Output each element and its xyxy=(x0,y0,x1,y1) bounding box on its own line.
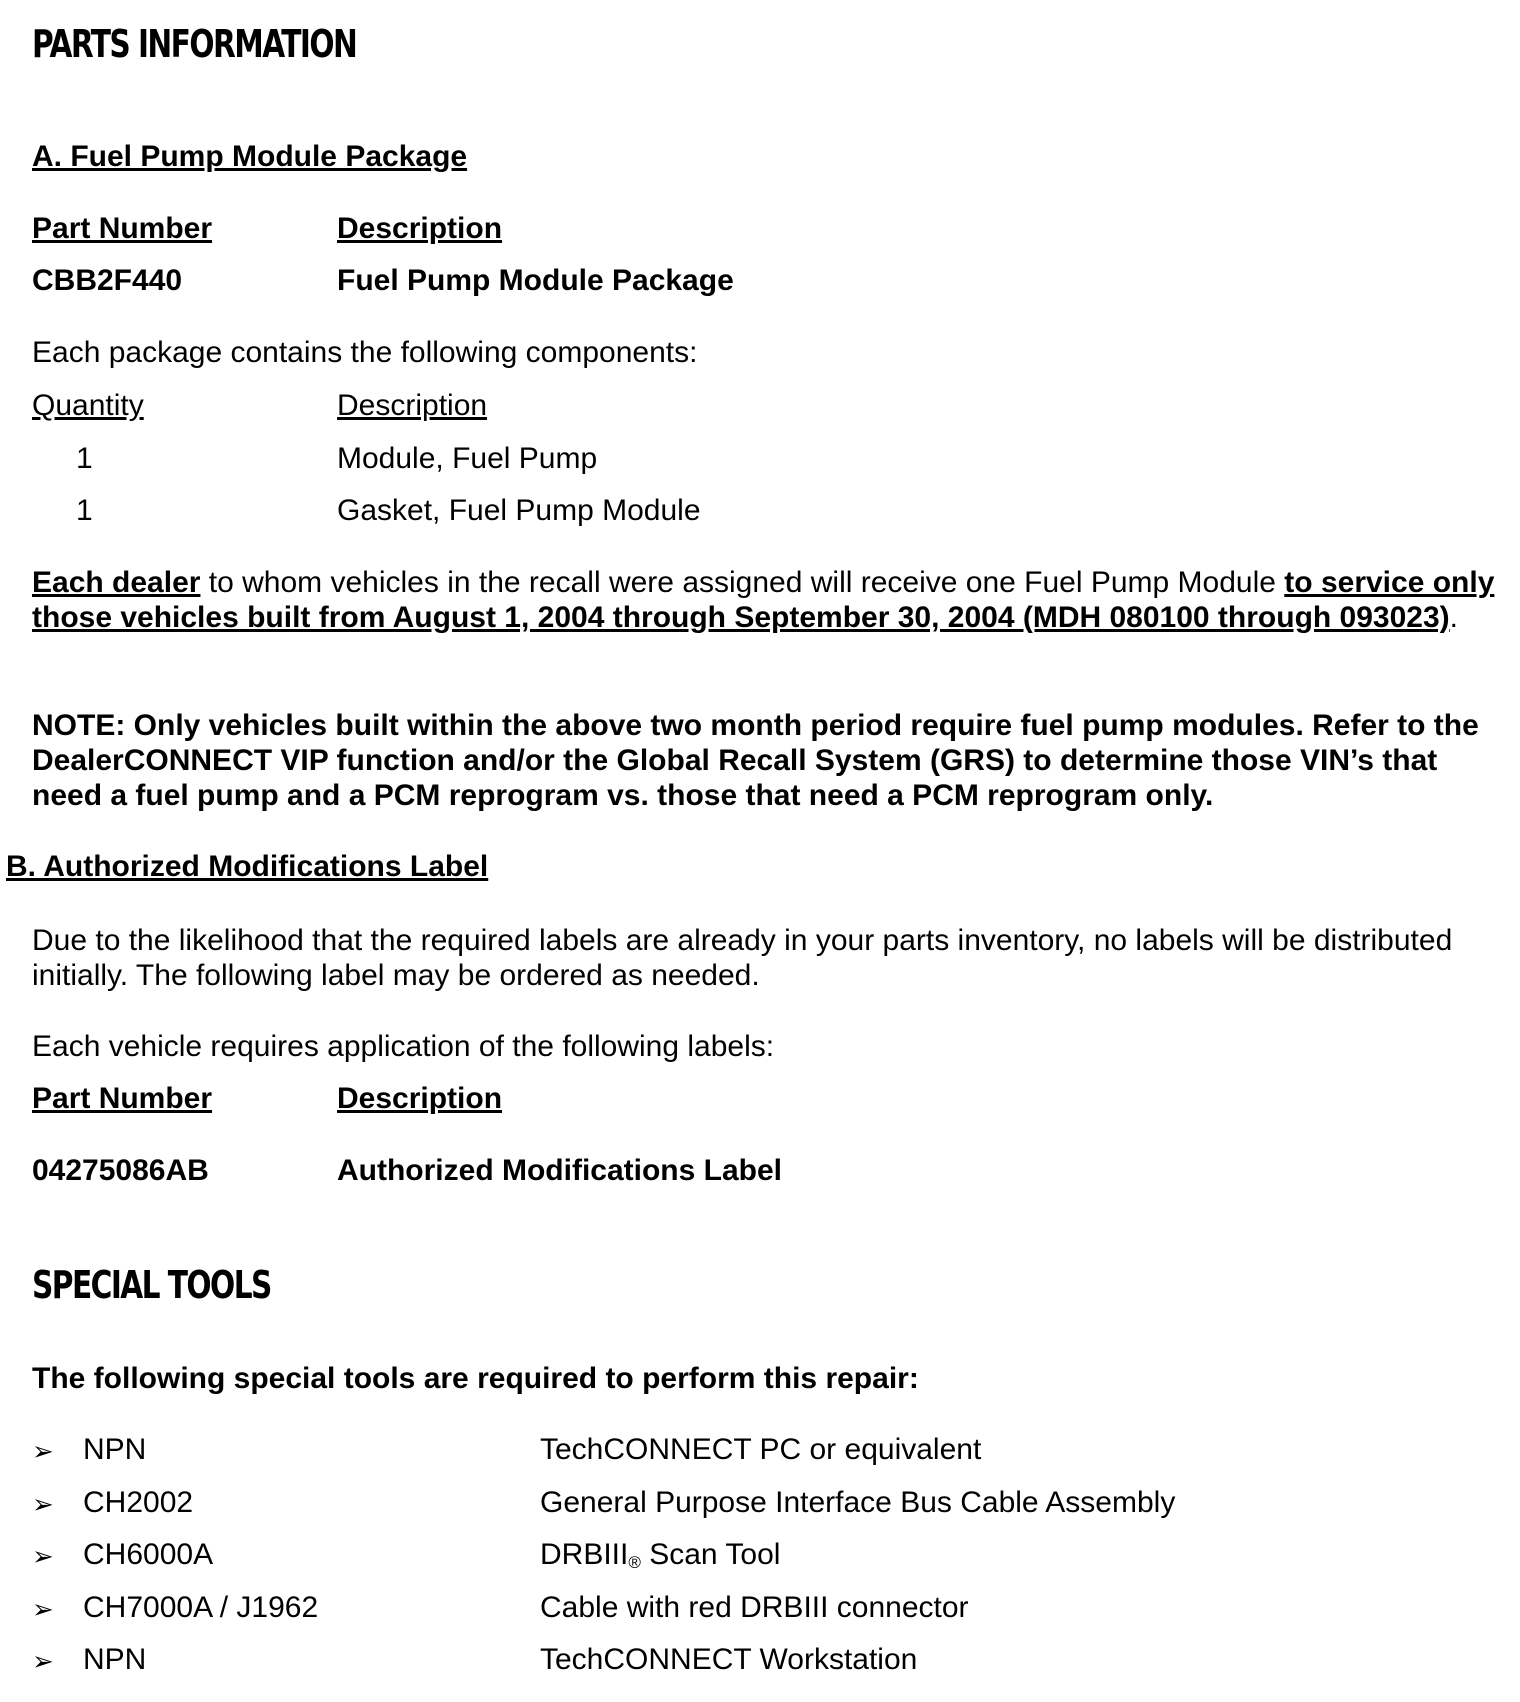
registered-mark: ® xyxy=(628,1553,641,1572)
label-part-number-value: 04275086AB xyxy=(32,1154,209,1187)
col-header-component-description: Description xyxy=(337,389,488,422)
component-desc: Gasket, Fuel Pump Module xyxy=(337,494,701,527)
tool-number: NPN xyxy=(83,1433,147,1466)
label-col-header-description: Description xyxy=(337,1082,503,1115)
note-paragraph: NOTE: Only vehicles built within the above two month period require fuel pump modules. Refer to the DealerCONNECT VIP function and/or the Global Recall System (GRS) to determine those VIN’s that need a fuel pump and a PCM reprogram vs. those that need a PCM reprogram only. xyxy=(32,709,1479,812)
tool-number: CH7000A / J1962 xyxy=(83,1591,319,1624)
arrow-bullet-icon: ➢ xyxy=(32,1594,54,1624)
labels-intro-paragraph: Due to the likelihood that the required labels are already in your parts inventory, no labels will be distributed initially. The following label may be ordered as needed. xyxy=(32,924,1453,992)
component-qty: 1 xyxy=(76,494,93,527)
tool-description: Cable with red DRBIII connector xyxy=(540,1591,969,1624)
section-a-title: A. Fuel Pump Module Package xyxy=(32,140,468,173)
tool-description: TechCONNECT Workstation xyxy=(540,1643,918,1676)
tool-desc-main: DRBIII xyxy=(540,1538,629,1571)
component-desc: Module, Fuel Pump xyxy=(337,442,598,475)
part-description-value: Fuel Pump Module Package xyxy=(337,264,734,297)
dealer-paragraph xyxy=(32,565,1497,635)
package-contains-text: Each package contains the following components: xyxy=(32,336,698,369)
tool-description: TechCONNECT PC or equivalent xyxy=(540,1433,982,1466)
tool-description xyxy=(540,1538,780,1572)
dealer-end: . xyxy=(1449,601,1458,634)
component-qty: 1 xyxy=(76,442,93,475)
tool-number: NPN xyxy=(83,1643,147,1676)
col-header-description: Description xyxy=(337,212,503,245)
section-b-title: B. Authorized Modifications Label xyxy=(6,850,489,883)
dealer-emphasis: to service only those vehicles built from August 1, 2004 through September 30, 2004 (MDH 080100 through 093023) xyxy=(32,566,1495,634)
special-tools-heading: SPECIAL TOOLS xyxy=(32,1263,271,1307)
col-header-part-number: Part Number xyxy=(32,212,213,245)
label-part-description-value: Authorized Modifications Label xyxy=(337,1154,783,1187)
tool-number: CH6000A xyxy=(83,1538,214,1571)
arrow-bullet-icon: ➢ xyxy=(32,1646,54,1676)
col-header-quantity: Quantity xyxy=(32,389,144,422)
dealer-middle: to whom vehicles in the recall were assigned will receive one Fuel Pump Module xyxy=(200,566,1285,599)
arrow-bullet-icon: ➢ xyxy=(32,1541,54,1571)
tool-desc-after: Scan Tool xyxy=(640,1538,781,1571)
special-tools-intro: The following special tools are required to perform this repair: xyxy=(32,1362,919,1395)
tool-description: General Purpose Interface Bus Cable Assembly xyxy=(540,1486,1176,1519)
labels-requires-text: Each vehicle requires application of the following labels: xyxy=(32,1030,775,1063)
tool-number: CH2002 xyxy=(83,1486,194,1519)
label-col-header-part-number: Part Number xyxy=(32,1082,213,1115)
parts-information-heading: PARTS INFORMATION xyxy=(32,22,357,66)
part-number-value: CBB2F440 xyxy=(32,264,183,297)
arrow-bullet-icon: ➢ xyxy=(32,1436,54,1466)
dealer-lead: Each dealer xyxy=(32,566,201,599)
arrow-bullet-icon: ➢ xyxy=(32,1489,54,1519)
